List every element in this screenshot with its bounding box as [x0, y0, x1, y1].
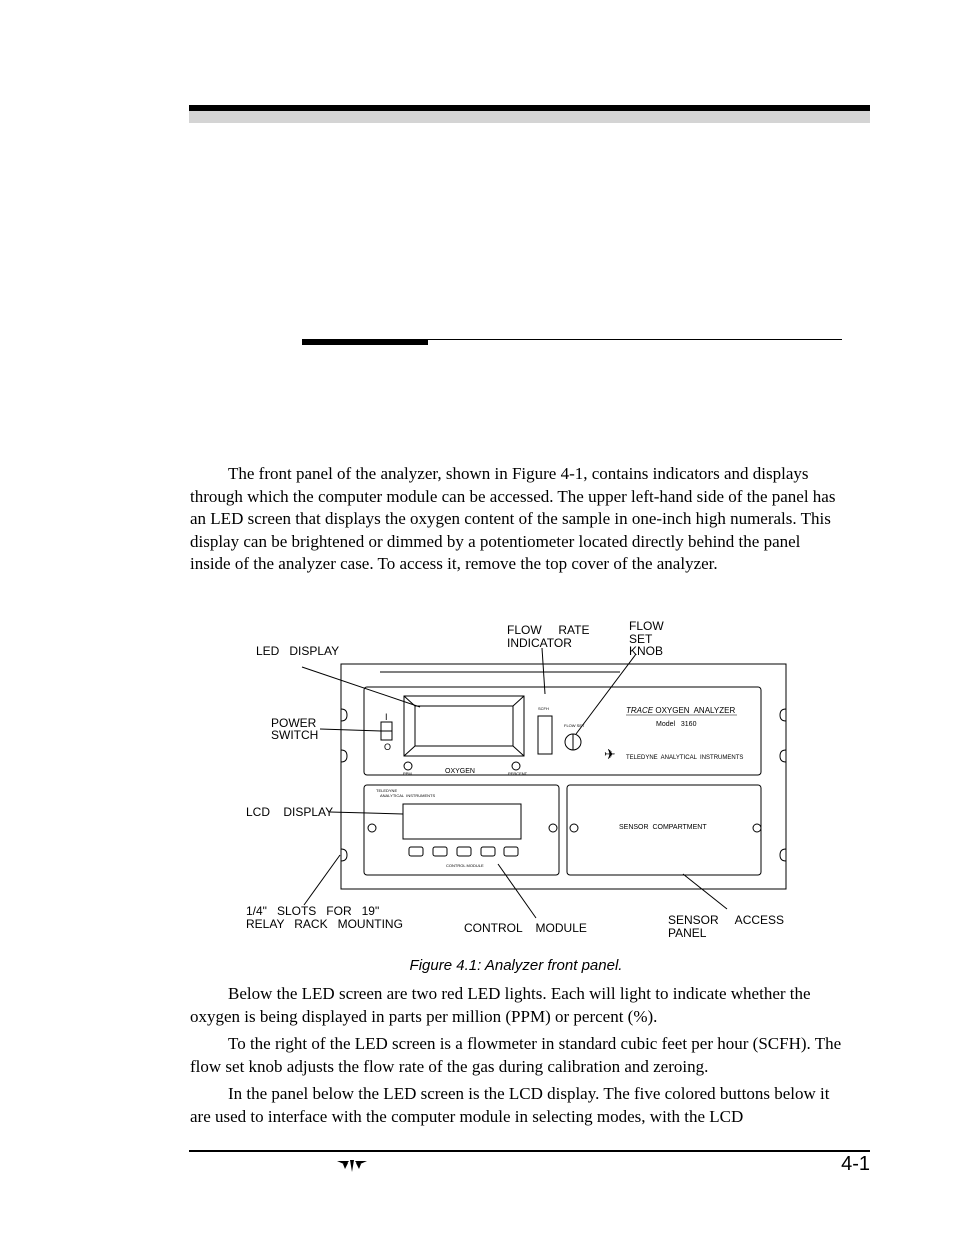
callout-led-display: LED DISPLAY	[256, 644, 340, 658]
control-module	[364, 785, 559, 875]
led-display-screen	[415, 706, 513, 746]
lcd-display-screen	[403, 804, 521, 839]
control-button-1	[409, 847, 423, 856]
callout-relay-rack: RELAY RACK MOUNTING	[246, 917, 403, 931]
callout-lcd-display: LCD DISPLAY	[246, 805, 334, 819]
company-label: TELEDYNE ANALYTICAL INSTRUMENTS	[626, 755, 744, 761]
led-display-bezel	[404, 696, 524, 756]
footer-rule	[189, 1150, 870, 1152]
callout-set: SET	[629, 632, 653, 646]
sensor-compartment-label: SENSOR COMPARTMENT	[619, 824, 707, 831]
slot-left-3	[341, 849, 347, 861]
slot-left-1	[341, 709, 347, 721]
flow-set-label: FLOW SET	[564, 723, 585, 728]
callout-control-module: CONTROL MODULE	[464, 921, 587, 935]
percent-label: PERCENT	[508, 771, 528, 776]
scfh-label: SCFH	[538, 706, 549, 711]
slot-right-3	[780, 849, 786, 861]
section-rule-thick	[302, 339, 428, 345]
ppm-label: PPM	[403, 771, 412, 776]
percent-led	[512, 762, 520, 770]
teledyne-mark-icon: ✈	[604, 746, 616, 762]
control-button-5	[504, 847, 518, 856]
rack-panel-outline	[341, 664, 786, 889]
teledyne-logo-icon	[337, 1159, 367, 1173]
callout-sensor-access: SENSOR ACCESS	[668, 913, 785, 927]
model-label: Model 3160	[656, 721, 697, 728]
switch-on-mark: I	[385, 712, 388, 722]
brand-title: TRACE OXYGEN ANALYZER	[626, 706, 736, 715]
callout-flow: FLOW	[629, 619, 664, 633]
slot-left-2	[341, 750, 347, 762]
paragraph-lcd-display: In the panel below the LED screen is the LCD display. The five colored buttons below it are used to interface with the computer module in selecting modes, with the LCD	[190, 1084, 830, 1126]
oxygen-label: OXYGEN	[445, 768, 475, 775]
page-number: 4-1	[841, 1153, 870, 1175]
callout-switch: SWITCH	[271, 728, 319, 742]
slot-right-1	[780, 709, 786, 721]
switch-off-mark: O	[384, 742, 392, 752]
header-rule-gray	[189, 111, 870, 123]
callout-slots: 1/4" SLOTS FOR 19"	[246, 904, 380, 918]
control-button-3	[457, 847, 471, 856]
control-module-small: CONTROL MODULE	[446, 863, 484, 868]
paragraph-led-lights: Below the LED screen are two red LED lights. Each will light to indicate whether the oxygen is being displayed in parts per million (PPM) or percent (%).	[190, 984, 811, 1026]
paragraph-front-panel: The front panel of the analyzer, shown in Figure 4-1, contains indicators and displays through which the computer module can be accessed. The upper left-hand side of the panel has an LED screen that displays the oxygen content of the sample in one-inch high numerals. This display can be brightened or dimmed by a potentiometer located directly behind the panel inside of the analyzer case. To access it, remove the top cover of the analyzer.	[190, 464, 836, 573]
callout-panel: PANEL	[668, 926, 707, 940]
analyzer-front-panel-figure	[240, 612, 800, 952]
upper-module	[364, 687, 761, 775]
flowmeter	[538, 716, 552, 754]
callout-knob: KNOB	[629, 644, 664, 658]
ppm-led	[404, 762, 412, 770]
control-button-2	[433, 847, 447, 856]
callout-flow-rate: FLOW RATE	[507, 623, 590, 637]
control-button-4	[481, 847, 495, 856]
callout-flow-indicator: INDICATOR	[507, 636, 572, 650]
figure-caption: Figure 4.1: Analyzer front panel.	[409, 957, 623, 974]
lcd-company-1: TELEDYNE	[376, 788, 398, 793]
paragraph-flowmeter: To the right of the LED screen is a flowmeter in standard cubic feet per hour (SCFH). The flow set knob adjusts the flow rate of the gas during calibration and zeroing.	[190, 1034, 842, 1076]
callout-power: POWER	[271, 716, 317, 730]
slot-right-2	[780, 750, 786, 762]
lcd-company-2: ANALYTICAL INSTRUMENTS	[380, 793, 436, 798]
